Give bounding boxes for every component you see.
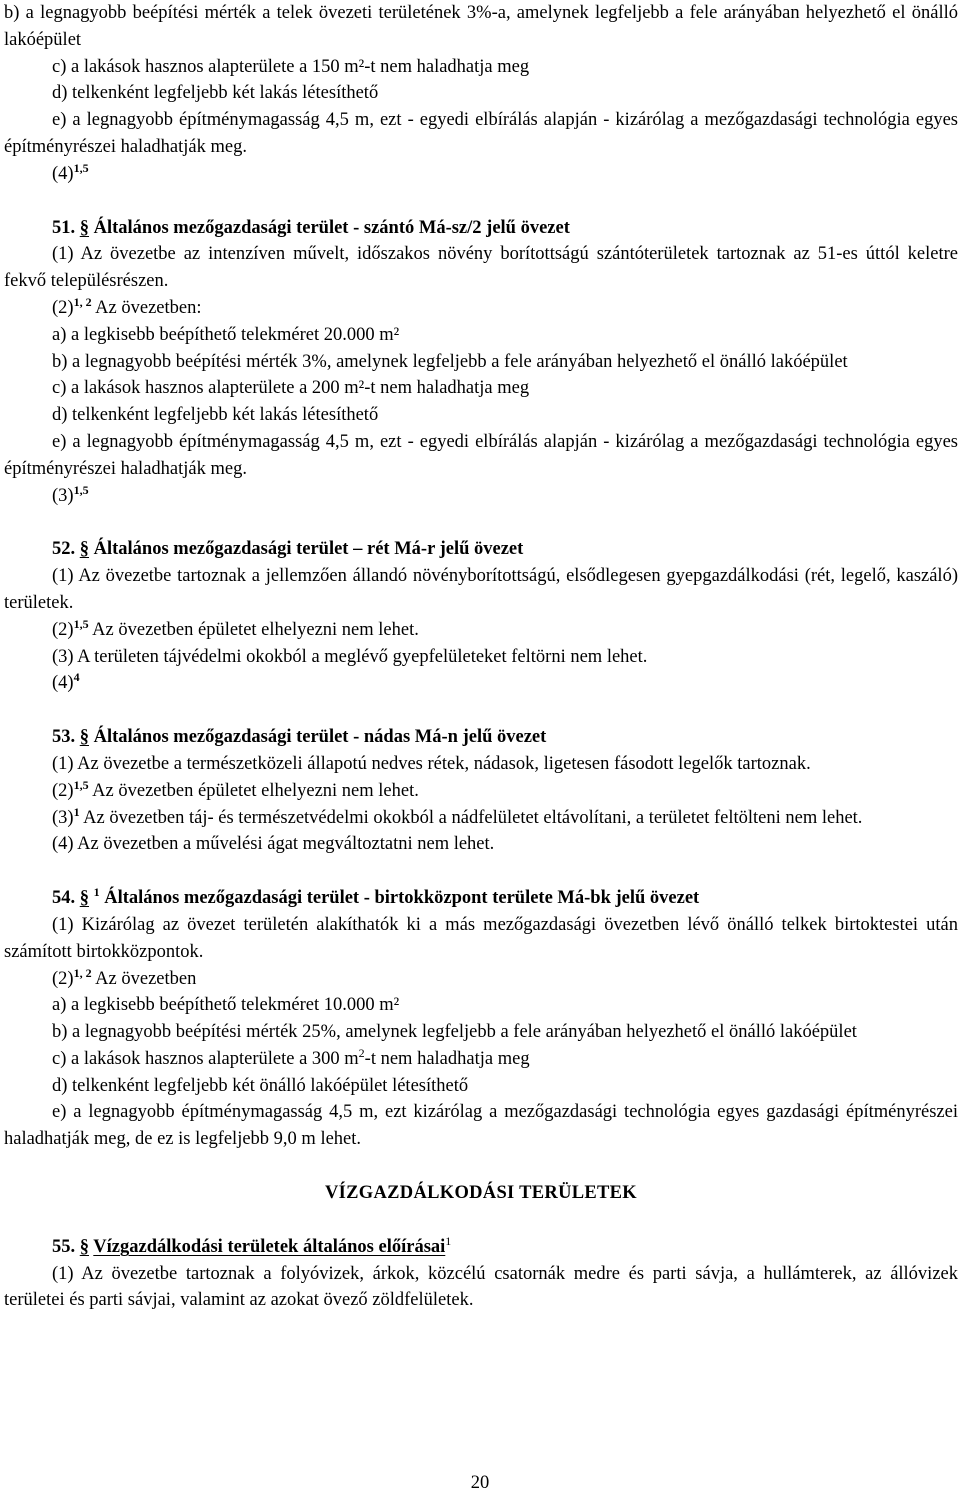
s51-item-c: c) a lakások hasznos alapterülete a 200 m²-t nem haladhatja meg bbox=[52, 378, 530, 399]
spacer bbox=[4, 1207, 958, 1234]
section-title-water-management: VÍZGAZDÁLKODÁSI TERÜLETEK bbox=[325, 1183, 637, 1204]
spacer bbox=[4, 697, 958, 724]
s53-paragraph-1: (1) Az övezetbe a természetközeli állapotú nedves rétek, nádasok, ligetesen fásodott legelők tartoznak. bbox=[52, 753, 811, 774]
s54-item-b: b) a legnagyobb beépítési mérték 25%, amelynek legfeljebb a fele arányában helyezhető el önálló lakóépület bbox=[52, 1022, 857, 1043]
s51-paragraph-3: $(3)^{1,5}$ bbox=[52, 482, 89, 506]
s54-item-c: c) a lakások hasznos alapterülete a 300 $m^2-t$ nem haladhatja meg bbox=[52, 1045, 530, 1069]
s53-paragraph-3: $(3)^1$ Az övezetben táj- és természetvédelmi okokból a nádfelületet eltávolítani, a területet feltölteni nem lehet. bbox=[52, 804, 863, 828]
s54-item-d: d) telkenként legfeljebb két önálló lakóépület létesíthető bbox=[52, 1075, 469, 1096]
paragraph-b: b) a legnagyobb beépítési mérték a telek övezeti területének 3%-a, amelynek legfeljebb a fele arányában helyezhető el önálló lakóépület bbox=[4, 3, 958, 50]
s51-paragraph-2: $(2)^{1, 2}$ Az övezetben: bbox=[52, 294, 202, 318]
spacer bbox=[4, 1153, 958, 1180]
s54-item-a: a) a legkisebb beépíthető telekméret 10.000 m² bbox=[52, 995, 400, 1016]
paragraph-e: e) a legnagyobb építménymagasság 4,5 m, ezt - egyedi elbírálás alapján - kizárólag a mezőgazdasági technológia egyes építményrészei haladhatják meg. bbox=[4, 110, 958, 157]
s51-item-d: d) telkenként legfeljebb két lakás létesíthető bbox=[52, 405, 379, 426]
s53-paragraph-4: (4) Az övezetben a művelési ágat megváltoztatni nem lehet. bbox=[52, 834, 495, 855]
paragraph-c: c) a lakások hasznos alapterülete a 150 m²-t nem haladhatja meg bbox=[52, 56, 530, 77]
spacer bbox=[4, 188, 958, 215]
spacer bbox=[4, 509, 958, 536]
s52-paragraph-1: (1) Az övezetbe tartoznak a jellemzően állandó növényborítottságú, elsődlegesen gyepgazdálkodási (rét, legelő, kaszáló) területek. bbox=[4, 566, 958, 613]
page-number: 20 bbox=[470, 1473, 490, 1493]
s54-paragraph-1: (1) Kizárólag az övezet területén alakíthatók ki a más mezőgazdasági övezetben lévő önálló telkek birtoktestei után számított birtokközpontok. bbox=[4, 914, 958, 962]
s52-paragraph-4: $(4)^4$ bbox=[52, 670, 80, 694]
s54-paragraph-2: $(2)^{1, 2}$ Az övezetben bbox=[52, 965, 197, 989]
section-54-heading: 54. § $^1$ Általános mezőgazdasági terület - birtokközpont területe Má-bk jelű övezet bbox=[52, 885, 700, 909]
s55-paragraph-1: (1) Az övezetbe tartoznak a folyóvizek, árkok, közcélú csatornák medre és parti sávja, a hullámterek, az állóvizek területei és parti sávjai, valamint az azokat övező zöldfelületek. bbox=[4, 1263, 958, 1311]
spacer bbox=[4, 858, 958, 885]
s51-item-b: b) a legnagyobb beépítési mérték 3%, amelynek legfeljebb a fele arányában helyezhető el önálló lakóépület bbox=[52, 351, 848, 372]
section-53-heading: 53. § Általános mezőgazdasági terület - nádas Má-n jelű övezet bbox=[52, 727, 547, 748]
section-51-heading: 51. § Általános mezőgazdasági terület - szántó Má-sz/2 jelű övezet bbox=[52, 217, 570, 238]
s51-paragraph-1: (1) Az övezetbe az intenzíven művelt, időszakos növény borítottságú szántóterületek tartoznak az 51-es úttól keletre fekvő településrészen. bbox=[4, 244, 958, 292]
s54-item-e: e) a legnagyobb építménymagasság 4,5 m, ezt kizárólag a mezőgazdasági technológia egyes gazdasági építményrészei haladhatják meg, de ez is legfeljebb 9,0 m lehet. bbox=[4, 1102, 958, 1150]
paragraph-d: d) telkenként legfeljebb két lakás létesíthető bbox=[52, 83, 379, 104]
s52-paragraph-2: $(2)^{1,5}$ Az övezetben épületet elhelyezni nem lehet. bbox=[52, 616, 419, 640]
s51-item-a: a) a legkisebb beépíthető telekméret 20.000 m² bbox=[52, 324, 400, 345]
s52-paragraph-3: (3) A területen tájvédelmi okokból a meglévő gyepfelületeket feltörni nem lehet. bbox=[52, 646, 648, 667]
s51-item-e: e) a legnagyobb építménymagasság 4,5 m, ezt - egyedi elbírálás alapján - kizárólag a mezőgazdasági technológia egyes építményrészei haladhatják meg. bbox=[4, 431, 958, 479]
document-page bbox=[4, 0, 958, 1314]
paragraph-4: $(4)^{1,5}$ bbox=[52, 160, 89, 184]
section-52-heading: 52. § Általános mezőgazdasági terület – rét Má-r jelű övezet bbox=[52, 539, 524, 560]
section-55-heading: 55. § Vízgazdálkodási területek általános előírásai$^1$ bbox=[52, 1233, 452, 1257]
s53-paragraph-2: $(2)^{1,5}$ Az övezetben épületet elhelyezni nem lehet. bbox=[52, 777, 419, 801]
